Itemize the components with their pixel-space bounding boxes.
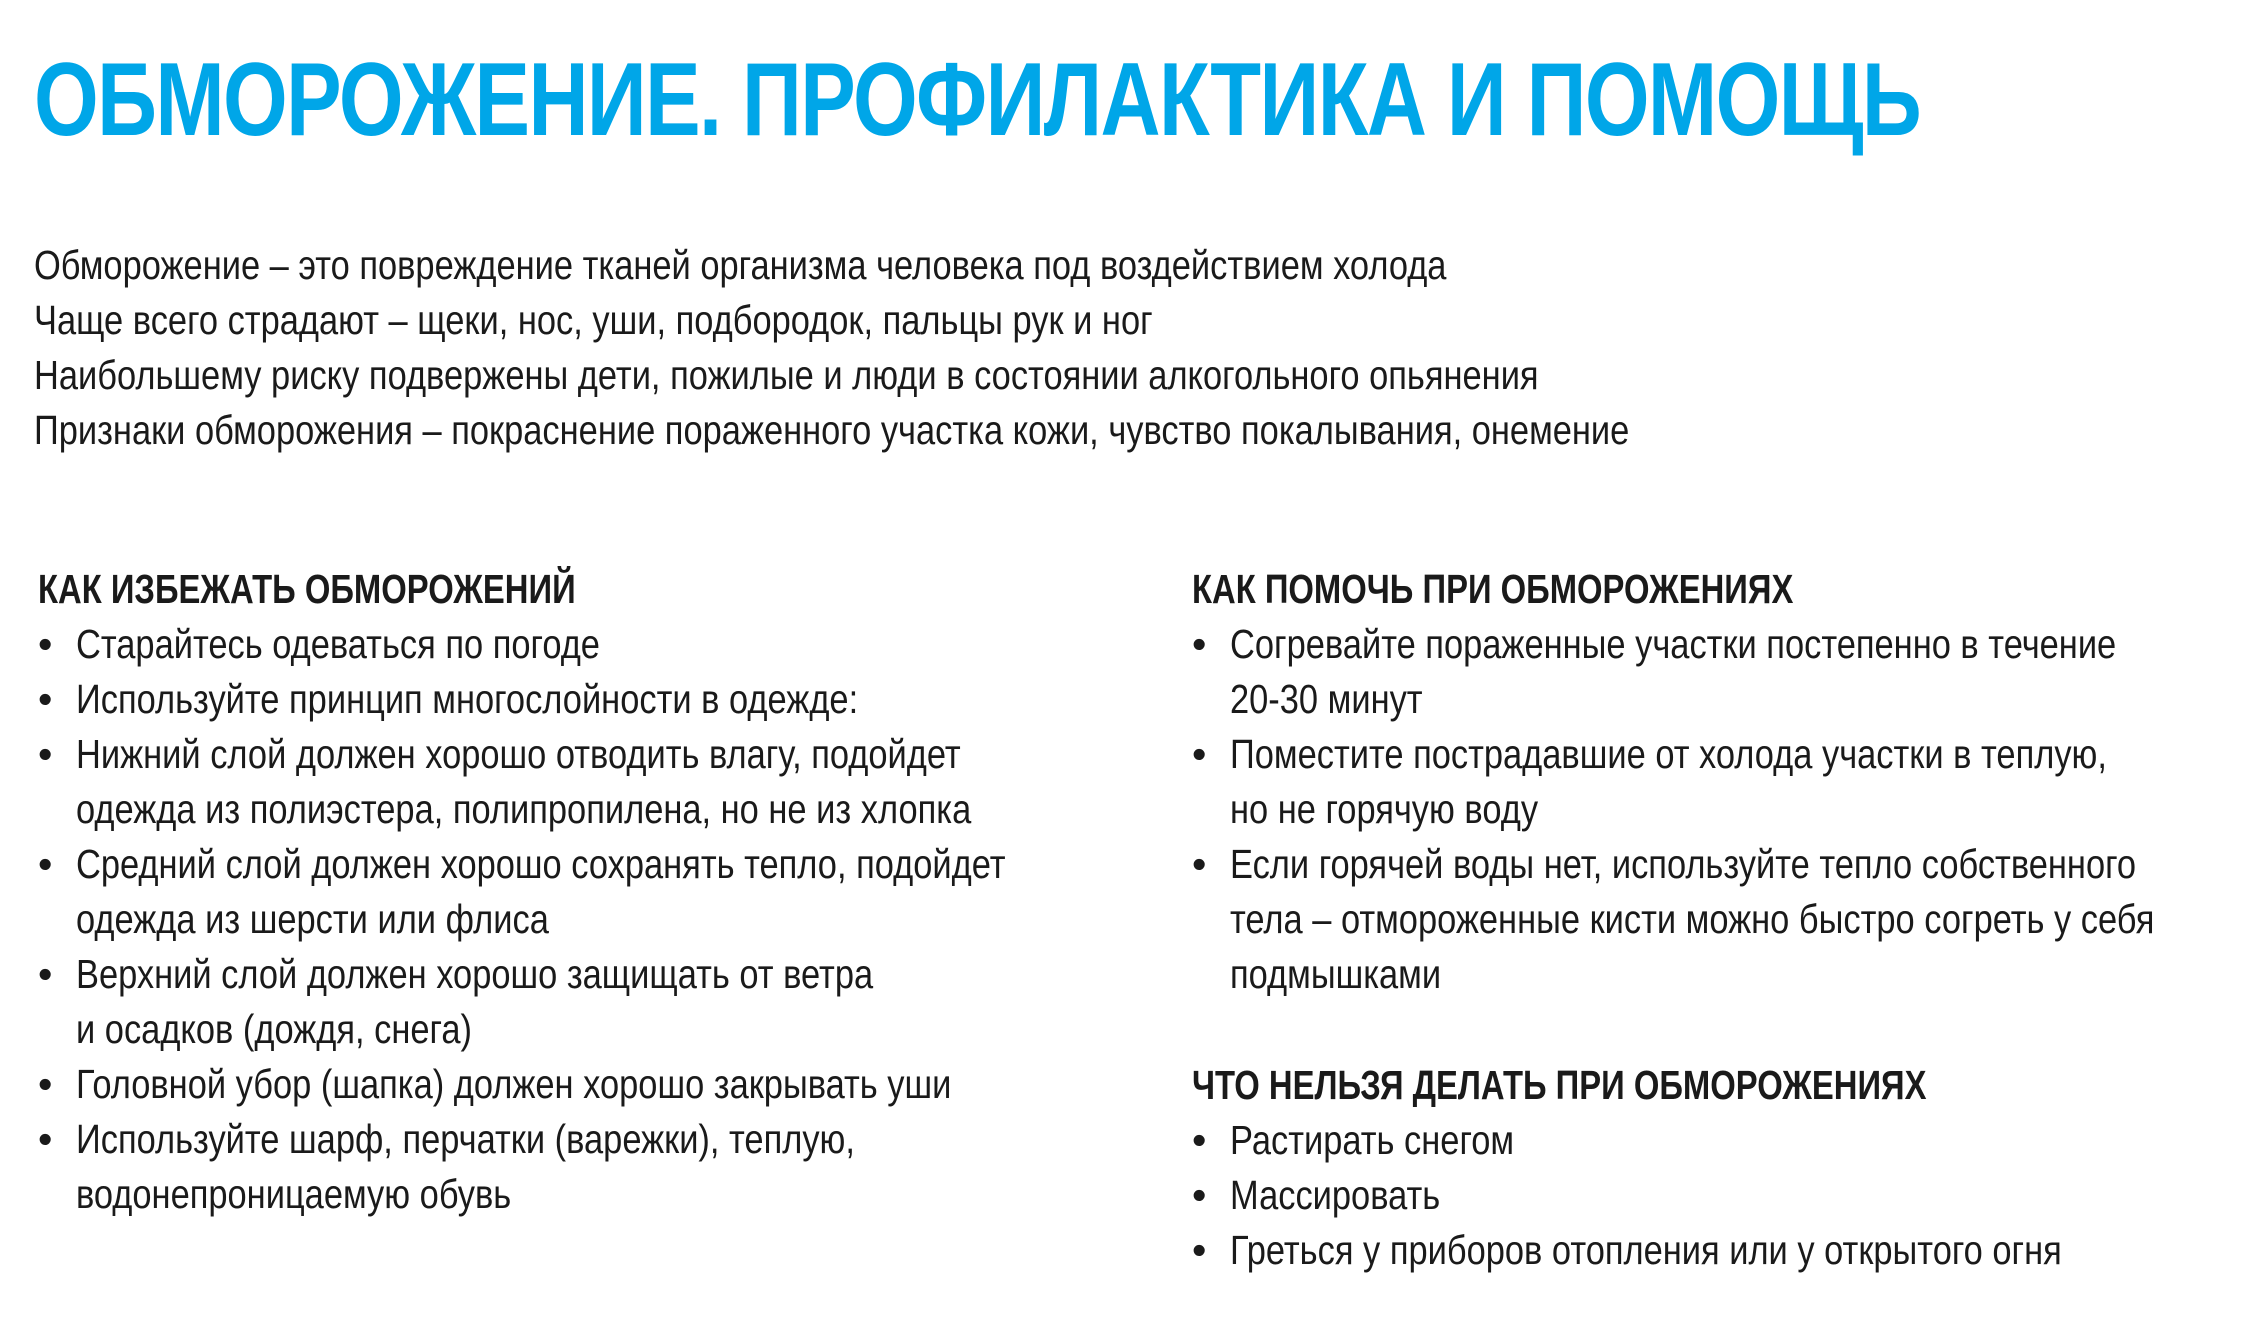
bullet-dot-icon: • (38, 951, 53, 997)
bullet-dot-icon: • (1192, 1117, 1207, 1163)
intro-list (34, 238, 1933, 458)
prevent-list-item (38, 947, 1183, 1057)
bullet-dot-icon: • (1192, 1227, 1207, 1273)
prevent-section (38, 562, 1183, 1222)
list-item-text: Верхний слой должен хорошо защищать от ветра (76, 951, 874, 997)
bullet-dot-icon: • (38, 676, 53, 722)
list-item-text: подмышками (1230, 951, 1442, 997)
list-item-text: но не горячую воду (1230, 786, 1539, 832)
bullet-dot-icon: • (1192, 1172, 1207, 1218)
dont-list-item (1192, 1168, 2220, 1223)
bullet-dot-icon: • (38, 621, 53, 667)
intro-line: Наибольшему риску подвержены дети, пожилые и люди в состоянии алкогольного опьянения (34, 352, 1539, 398)
help-list-item (1192, 837, 2263, 1002)
list-item-text: и осадков (дождя, снега) (76, 1006, 472, 1052)
prevent-list (38, 617, 1183, 1222)
bullet-dot-icon: • (1192, 841, 1207, 887)
list-item-text: Поместите пострадавшие от холода участки в теплую, (1230, 731, 2107, 777)
list-item-text: Согревайте пораженные участки постепенно в течение (1230, 621, 2117, 667)
prevent-list-item (38, 617, 1183, 672)
help-list (1192, 617, 2263, 1002)
list-item-text: Используйте принцип многослойности в одежде: (76, 676, 859, 722)
help-section (1192, 562, 2263, 1002)
prevent-list-item (38, 837, 1183, 947)
list-item-text: 20-30 минут (1230, 676, 1423, 722)
prevent-heading: КАК ИЗБЕЖАТЬ ОБМОРОЖЕНИЙ (38, 566, 576, 612)
bullet-dot-icon: • (38, 1061, 53, 1107)
prevent-list-item (38, 727, 1183, 837)
prevent-list-item (38, 1112, 1183, 1222)
list-item-text: Средний слой должен хорошо сохранять тепло, подойдет (76, 841, 1006, 887)
bullet-dot-icon: • (38, 841, 53, 887)
list-item-text: одежда из шерсти или флиса (76, 896, 549, 942)
prevent-list-item (38, 672, 1183, 727)
intro-line: Признаки обморожения – покраснение пораженного участка кожи, чувство покалывания, онемение (34, 407, 1630, 453)
help-list-item (1192, 617, 2263, 727)
list-item-text: Растирать снегом (1230, 1117, 1515, 1163)
list-item-text: Используйте шарф, перчатки (варежки), теплую, (76, 1116, 855, 1162)
intro-line: Обморожение – это повреждение тканей организма человека под воздействием холода (34, 242, 1447, 288)
page-title: ОБМОРОЖЕНИЕ. ПРОФИЛАКТИКА И ПОМОЩЬ (34, 42, 1921, 158)
bullet-dot-icon: • (1192, 731, 1207, 777)
list-item-text: Массировать (1230, 1172, 1441, 1218)
list-item-text: водонепроницаемую обувь (76, 1171, 512, 1217)
list-item-text: Головной убор (шапка) должен хорошо закрывать уши (76, 1061, 952, 1107)
dont-list-item (1192, 1223, 2220, 1278)
dont-heading: ЧТО НЕЛЬЗЯ ДЕЛАТЬ ПРИ ОБМОРОЖЕНИЯХ (1192, 1062, 1927, 1108)
dont-list (1192, 1113, 2220, 1278)
help-heading: КАК ПОМОЧЬ ПРИ ОБМОРОЖЕНИЯХ (1192, 566, 1794, 612)
list-item-text: Если горячей воды нет, используйте тепло собственного (1230, 841, 2137, 887)
list-item-text: Греться у приборов отопления или у открытого огня (1230, 1227, 2062, 1273)
list-item-text: Старайтесь одеваться по погоде (76, 621, 600, 667)
list-item-text: одежда из полиэстера, полипропилена, но не из хлопка (76, 786, 972, 832)
bullet-dot-icon: • (38, 731, 53, 777)
dont-list-item (1192, 1113, 2220, 1168)
list-item-text: тела – отмороженные кисти можно быстро согреть у себя (1230, 896, 2155, 942)
dont-section (1192, 1058, 2220, 1278)
list-item-text: Нижний слой должен хорошо отводить влагу, подойдет (76, 731, 961, 777)
bullet-dot-icon: • (38, 1116, 53, 1162)
help-list-item (1192, 727, 2263, 837)
prevent-list-item (38, 1057, 1183, 1112)
intro-line: Чаще всего страдают – щеки, нос, уши, подбородок, пальцы рук и ног (34, 297, 1153, 343)
bullet-dot-icon: • (1192, 621, 1207, 667)
